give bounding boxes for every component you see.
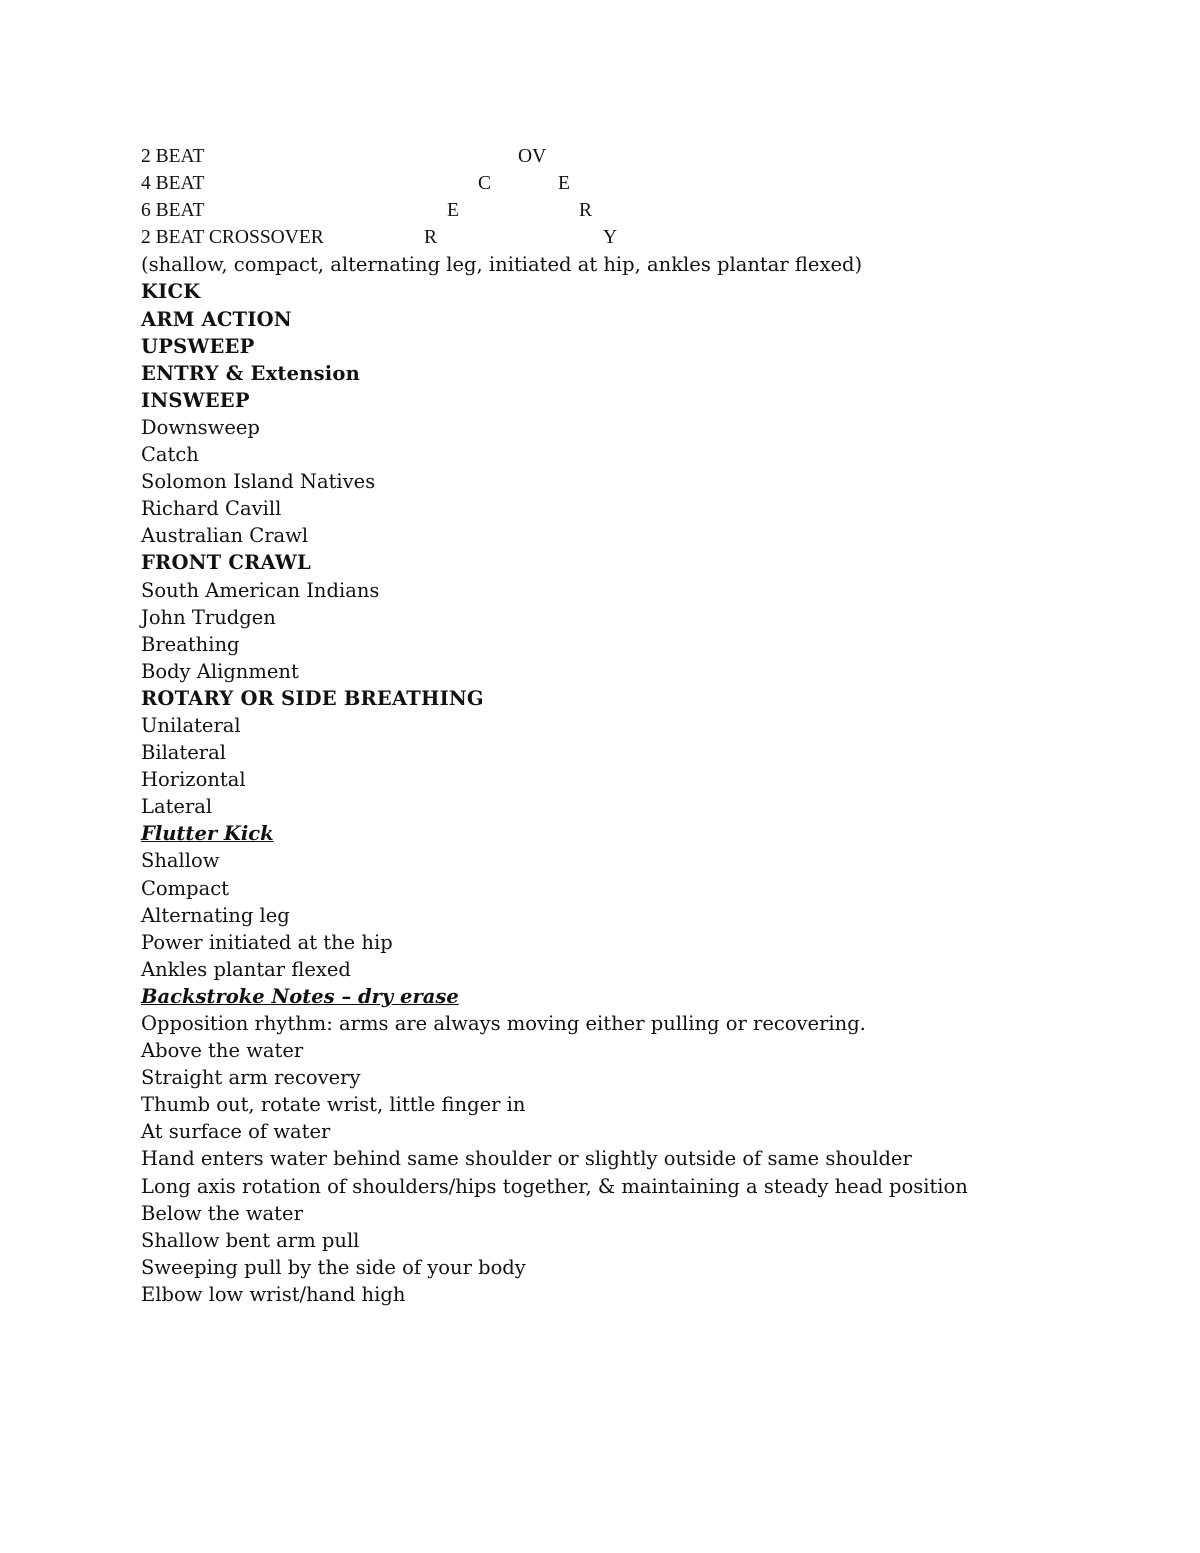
text-line-2: KICK [141,280,201,304]
text-line-18: Unilateral [141,713,241,737]
recovery-letter-y: Y [603,227,618,248]
text-line-7: Downsweep [141,415,260,439]
text-line-26: Power initiated at the hip [141,930,393,954]
text-line-13: South American Indians [141,578,380,602]
document-body [141,143,1141,1308]
text-line-3: ARM ACTION [141,307,292,331]
beat-line-1: 2 BEAT [141,146,205,167]
text-line-19: Bilateral [141,741,226,765]
recovery-letter-e2: E [447,200,459,221]
text-line-23: Shallow [141,849,220,873]
text-line-28: Backstroke Notes – dry erase [141,984,459,1008]
recovery-letter-r1: R [579,200,593,221]
text-line-39: Elbow low wrist/hand high [141,1282,406,1306]
text-line-12: FRONT CRAWL [141,551,311,575]
recovery-letters-ov: OV [518,146,547,167]
text-line-38: Sweeping pull by the side of your body [141,1255,526,1279]
text-line-1: (shallow, compact, alternating leg, initiated at hip, ankles plantar flexed) [141,253,863,277]
text-line-6: INSWEEP [141,388,250,412]
text-line-16: Body Alignment [141,659,299,683]
text-line-8: Catch [141,443,199,467]
text-line-37: Shallow bent arm pull [141,1228,360,1252]
text-line-4: UPSWEEP [141,334,255,358]
text-line-33: At surface of water [141,1120,331,1144]
text-line-30: Above the water [141,1039,304,1063]
text-line-27: Ankles plantar flexed [141,957,351,981]
text-line-22: Flutter Kick [141,822,274,846]
text-line-25: Alternating leg [141,903,290,927]
text-line-24: Compact [141,876,230,900]
text-line-11: Australian Crawl [141,524,309,548]
text-line-17: ROTARY OR SIDE BREATHING [141,686,484,710]
text-line-32: Thumb out, rotate wrist, little finger in [141,1093,526,1117]
recovery-letter-e1: E [558,173,570,194]
text-line-20: Horizontal [141,768,246,792]
text-line-14: John Trudgen [141,605,276,629]
text-line-5: ENTRY & Extension [141,361,360,385]
beat-line-2: 4 BEAT [141,173,205,195]
text-line-35: Long axis rotation of shoulders/hips together, & maintaining a steady head position [141,1174,968,1198]
beat-line-4: 2 BEAT CROSSOVER [141,227,324,249]
text-line-9: Solomon Island Natives [141,470,376,494]
text-line-34: Hand enters water behind same shoulder or slightly outside of same shoulder [141,1147,912,1171]
text-line-31: Straight arm recovery [141,1066,361,1090]
recovery-letter-c: C [478,173,492,194]
text-line-10: Richard Cavill [141,497,282,521]
text-line-29: Opposition rhythm: arms are always moving either pulling or recovering. [141,1012,866,1035]
beat-line-3: 6 BEAT [141,200,205,222]
text-line-15: Breathing [141,632,240,656]
text-line-36: Below the water [141,1201,303,1225]
recovery-letter-r2: R [424,227,438,248]
text-line-21: Lateral [141,795,213,819]
